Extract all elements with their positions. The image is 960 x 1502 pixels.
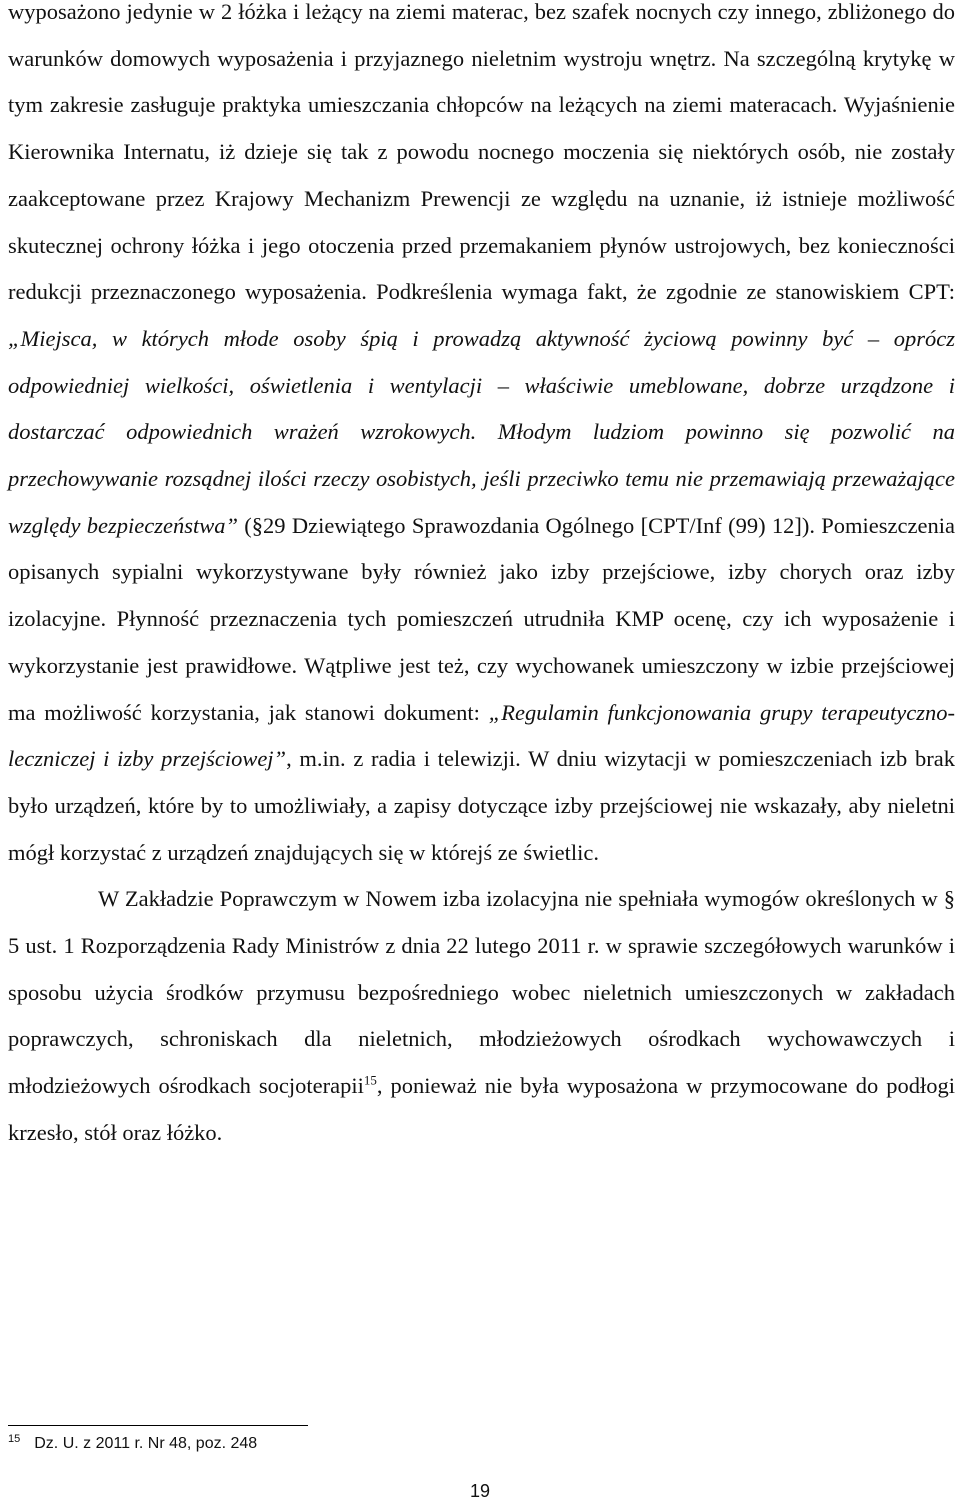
paragraph (8, 876, 955, 1156)
paragraph-text: , ponieważ nie była wyposażona w przymocowane do podłogi krzesło, stół oraz łóżko. (8, 1073, 956, 1145)
footnote-reference[interactable]: 15 (363, 1072, 377, 1088)
footnote-text: Dz. U. z 2011 r. Nr 48, poz. 248 (34, 1435, 258, 1452)
footnote-separator (8, 1425, 308, 1426)
cpt-quote: „Miejsca, w których młode osoby śpią i prowadzą aktywność życiową powinny być – oprócz odpowiedniej wielkości, oświetlenia i wentylacji – właściwie umeblowane, dobrze urządzone i dostarczać odpowiednich wrażeń wzrokowych. Młodym ludziom powinno się pozwolić na przechowywanie rozsądnej ilości rzeczy osobistych, jeśli przeciwko temu nie przemawiają przeważające względy bezpieczeństwa” (8, 325, 955, 538)
paragraph-text: (§29 Dziewiątego Sprawozdania Ogólnego [CPT/Inf (99) 12]). Pomieszczenia opisanych sypialni wykorzystywane były również jako izby przejściowe, izby chorych oraz izby izolacyjne. Płynność przeznaczenia tych pomieszczeń utrudniła KMP ocenę, czy ich wyposażenie i wykorzystanie jest prawidłowe. Wątpliwe jest też, czy wychowanek umieszczony w izbie przejściowej ma możliwość korzystania, jak stanowi dokument: (8, 512, 955, 725)
paragraph (8, 0, 955, 876)
page-number: 19 (469, 1481, 491, 1501)
footnote-number: 15 (8, 1432, 21, 1445)
footnote (8, 1434, 257, 1454)
regulamin-quote: „Regulamin funkcjonowania grupy terapeutyczno-leczniczej i izby przejściowej” (8, 699, 955, 772)
document-page (8, 0, 955, 1157)
paragraph-text: , m.in. z radia i telewizji. W dniu wizytacji w pomieszczeniach izb brak było urządzeń, które by to umożliwiały, a zapisy dotyczące izby przejściowej nie wskazały, aby nieletni mógł korzystać z urządzeń znajdujących się w którejś ze świetlic. (8, 746, 955, 865)
paragraph-text: W Zakładzie Poprawczym w Nowem izba izolacyjna nie spełniała wymogów określonych w § 5 ust. 1 Rozporządzenia Rady Ministrów z dnia 22 lutego 2011 r. w sprawie szczegółowych warunków i sposobu użycia środków przymusu bezpośredniego wobec nieletnich umieszczonych w zakładach poprawczych, schroniskach dla nieletnich, młodzieżowych ośrodkach wychowawczych i młodzieżowych ośrodkach socjoterapii (8, 886, 955, 1099)
paragraph-text: wyposażono jedynie w 2 łóżka i leżący na ziemi materac, bez szafek nocnych czy innego, zbliżonego do warunków domowych wyposażenia i przyjaznego nieletnim wystroju wnętrz. Na szczególną krytykę w tym zakresie zasługuje praktyka umieszczania chłopców na leżących na ziemi materacach. Wyjaśnienie Kierownika Internatu, iż dzieje się tak z powodu nocnego moczenia się niektórych osób, nie zostały zaakceptowane przez Krajowy Mechanizm Prewencji ze względu na uznanie, iż istnieje możliwość skutecznej ochrony łóżka i jego otoczenia przed przemakaniem płynów ustrojowych, bez konieczności redukcji przeznaczonego wyposażenia. Podkreślenia wymaga fakt, że zgodnie ze stanowiskiem CPT: (8, 0, 955, 305)
